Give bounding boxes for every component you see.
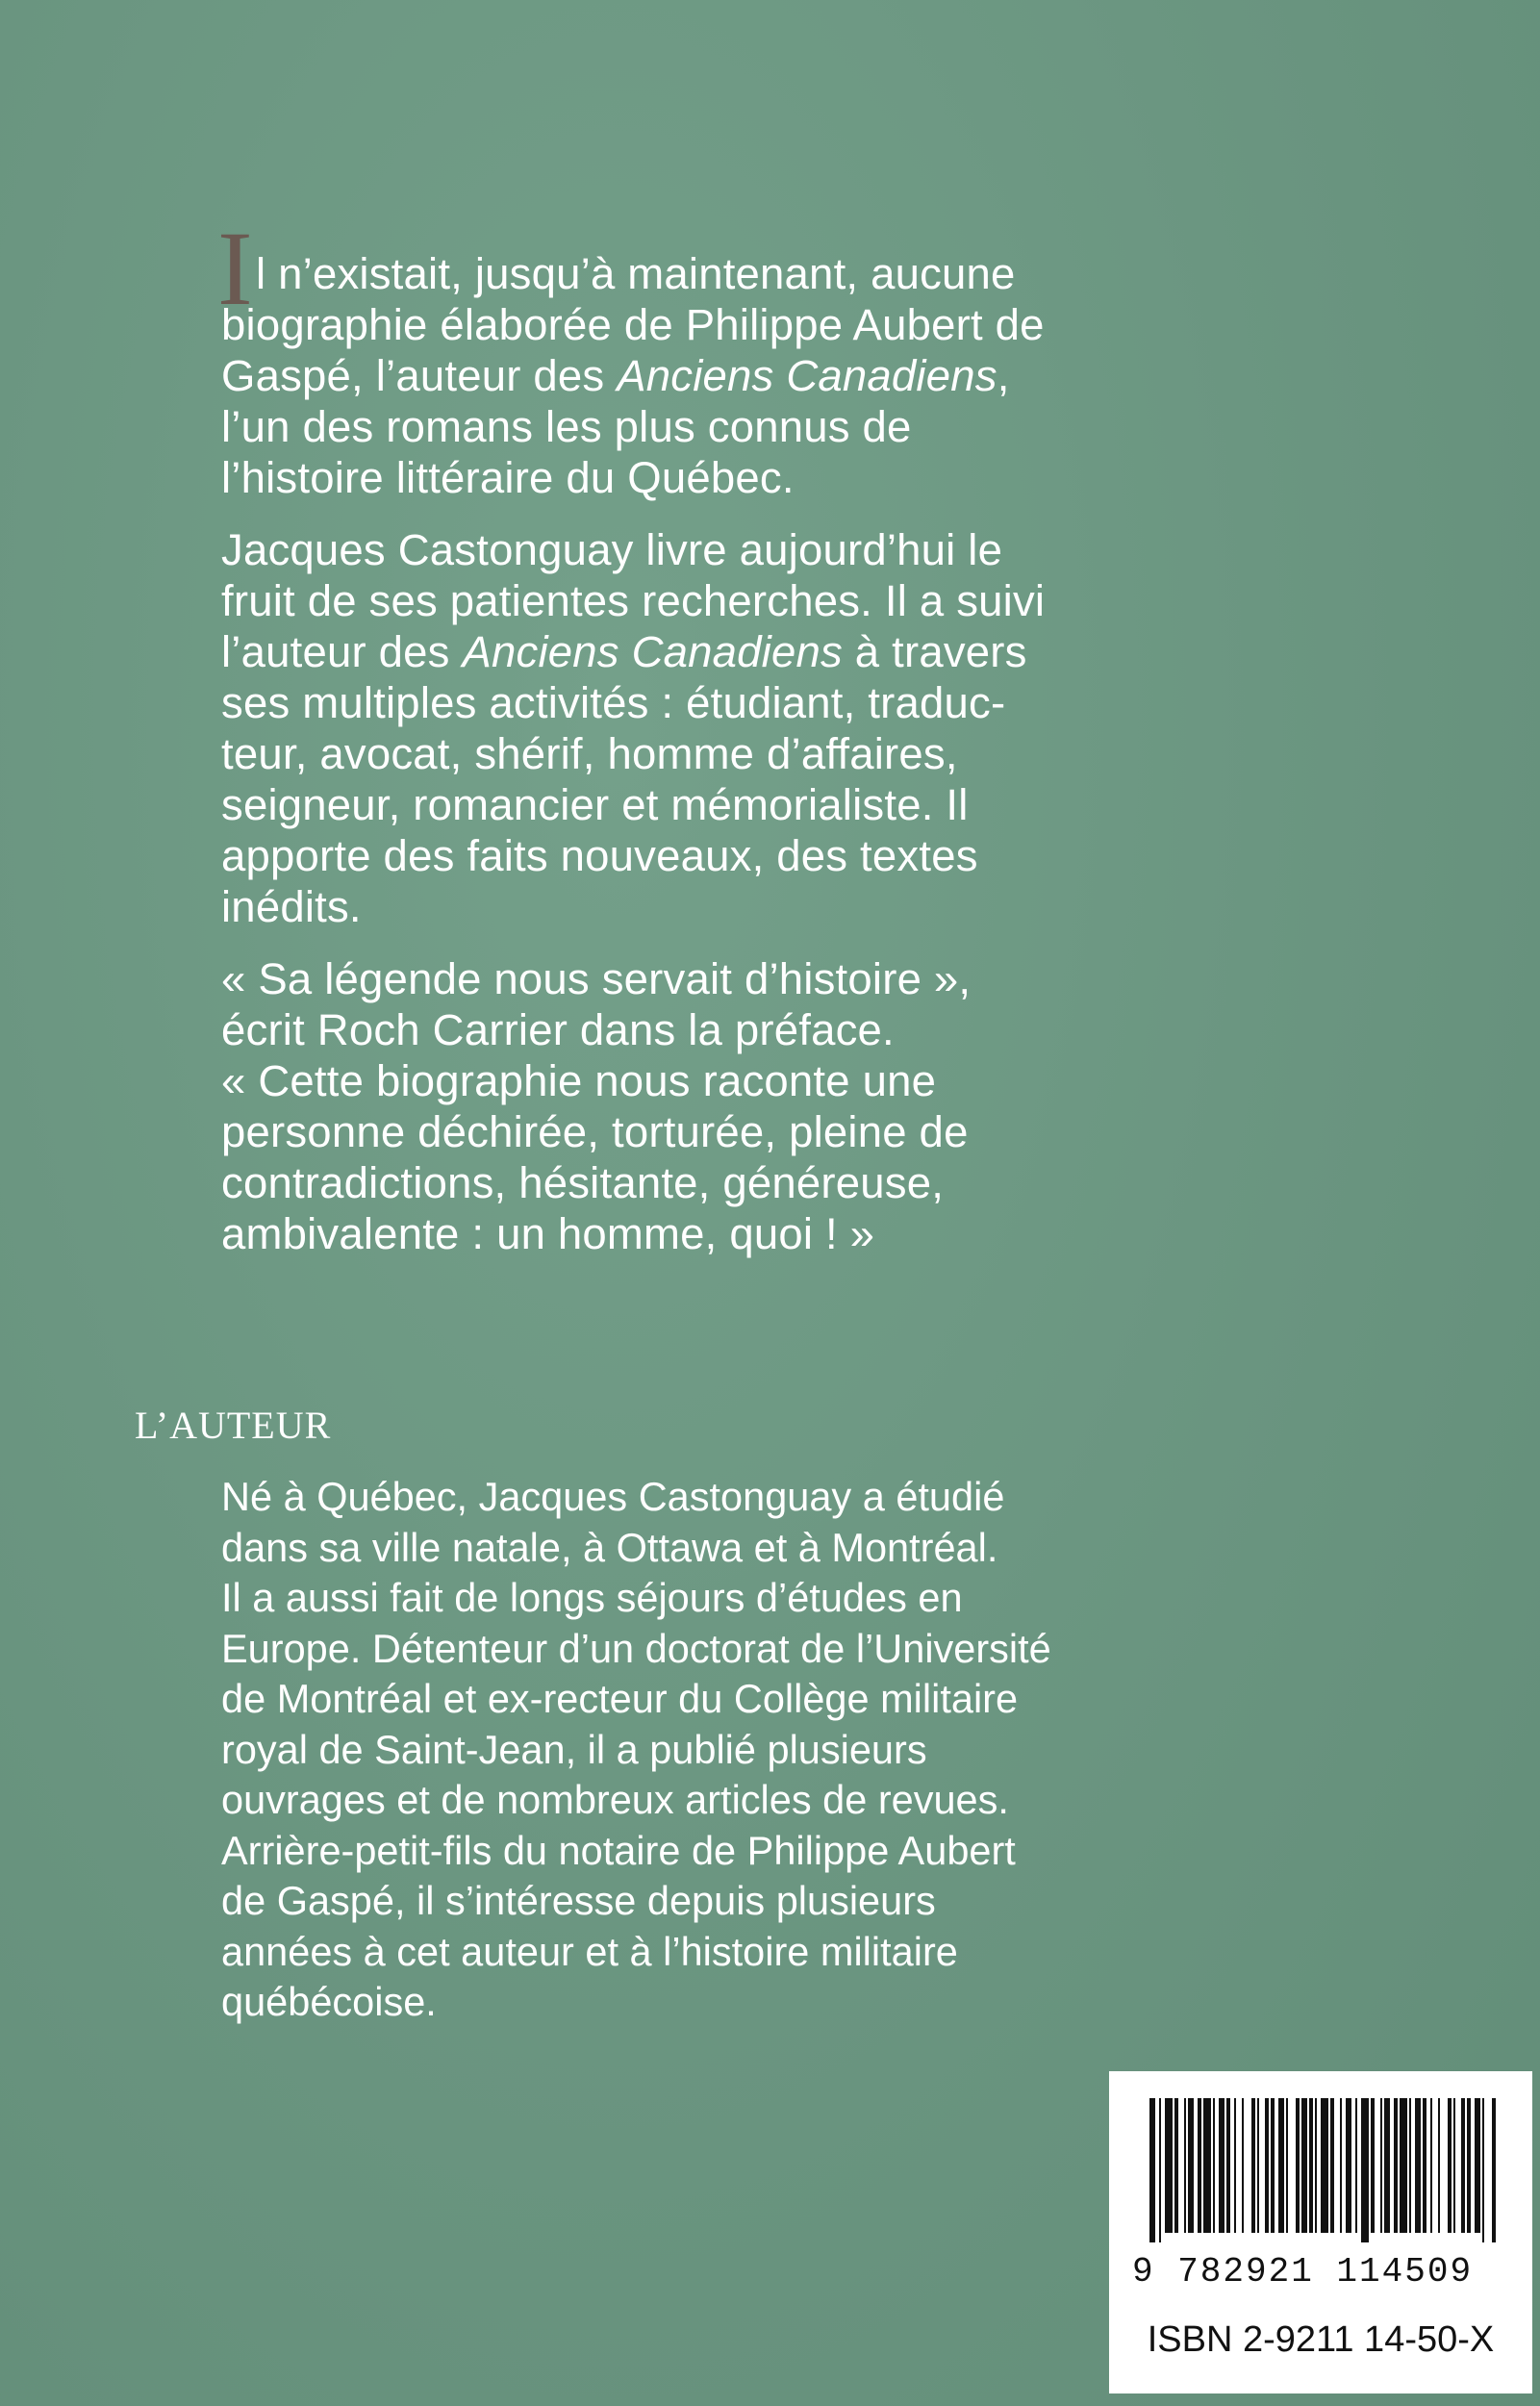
barcode-bar (1203, 2098, 1211, 2233)
barcode-label (1109, 2071, 1532, 2393)
blurb-p1-end: , l’un des romans les plus connus de l’histoire littéraire du Québec. (221, 351, 1010, 502)
author-bio: Né à Québec, Jacques Castonguay a étudié dans sa ville natale, à Ottawa et à Montréal. Il a aussi fait de longs séjours d’études en Europe. Détenteur d’un doctorat de l’Université de Montréal et ex-recteur du Collège militaire royal de Saint-Jean, il a publié plusieurs ouvrages et de nombreux articles de revues. Arrière-petit-fils du notaire de Philippe Aubert de Gaspé, il s’intéresse depuis plusieurs années à cet auteur et à l’histoire militaire québécoise. (221, 1474, 1051, 2024)
barcode-bar (1400, 2098, 1407, 2233)
barcode-bar (1257, 2098, 1259, 2233)
barcode-bar (1265, 2098, 1269, 2233)
barcode-icon (1149, 2098, 1496, 2242)
blurb-p2-start: Jacques Castonguay livre aujourd’hui le fruit de ses patientes recherches. Il a suivi l’auteur des (221, 525, 1046, 676)
barcode-bar (1346, 2098, 1351, 2233)
barcode-bar (1448, 2098, 1452, 2233)
barcode-bar (1355, 2098, 1357, 2233)
barcode-bar (1149, 2098, 1155, 2242)
blurb-p2-book-title: Anciens Canadiens (462, 627, 843, 676)
barcode-bar (1340, 2098, 1342, 2233)
blurb-p1-start: l n’existait, jusqu’à maintenant, aucune biographie élaborée de Philippe Aubert de Gaspé, l’auteur des (221, 249, 1045, 400)
barcode-bar (1271, 2098, 1275, 2233)
barcode-bar (1475, 2098, 1480, 2233)
blurb-paragraph-1 (221, 248, 1299, 503)
barcode-bar (1286, 2098, 1288, 2233)
barcode-bar (1453, 2098, 1455, 2233)
barcode-bar (1371, 2098, 1375, 2233)
barcode-bar (1315, 2098, 1317, 2233)
barcode-bar (1380, 2098, 1382, 2233)
barcode-bar (1482, 2098, 1484, 2242)
barcode-bar (1423, 2098, 1426, 2233)
barcode-bar (1384, 2098, 1390, 2233)
barcode-bar (1226, 2098, 1230, 2233)
barcode-bar (1467, 2098, 1471, 2233)
barcode-bar (1242, 2098, 1244, 2233)
barcode-bar (1184, 2098, 1186, 2233)
blurb-paragraph-2 (221, 524, 1299, 932)
blurb-p1-book-title: Anciens Canadiens (617, 351, 997, 400)
barcode-bar (1361, 2098, 1369, 2242)
barcode-bar (1278, 2098, 1284, 2233)
barcode-bar (1174, 2098, 1178, 2233)
barcode-bar (1409, 2098, 1411, 2233)
author-heading: L’AUTEUR (135, 1404, 332, 1447)
barcode-bar (1330, 2098, 1334, 2233)
barcode-bar (1461, 2098, 1465, 2233)
barcode-bar (1198, 2098, 1201, 2233)
blurb (217, 210, 1299, 1280)
barcode-bar (1394, 2098, 1398, 2233)
barcode-bar (1321, 2098, 1328, 2233)
barcode-bar (1492, 2098, 1496, 2242)
barcode-bar (1309, 2098, 1313, 2233)
barcode-bar (1219, 2098, 1224, 2233)
barcode-bar (1188, 2098, 1194, 2233)
barcode-bar (1301, 2098, 1307, 2233)
barcode-bar (1438, 2098, 1440, 2233)
barcode-bar (1251, 2098, 1255, 2233)
barcode-bar (1415, 2098, 1421, 2233)
isbn-number: ISBN 2-9211 14-50-X (1147, 2319, 1495, 2360)
blurb-p2-end: à travers ses multiples activités : étudiant, traduc- teur, avocat, shérif, homme d’affaires, seigneur, romancier et mémorialiste. Il apporte des faits nouveaux, des textes inédits. (221, 627, 1027, 931)
barcode-bar (1296, 2098, 1300, 2233)
barcode-bar (1430, 2098, 1432, 2233)
drop-cap: I (217, 210, 253, 327)
barcode-bar (1159, 2098, 1161, 2242)
blurb-paragraph-3: « Sa légende nous servait d’histoire », écrit Roch Carrier dans la préface. « Cette biographie nous raconte une personne déchirée, torturée, pleine de contradictions, hésitante, généreuse, ambivalente : un homme, quoi ! » (221, 954, 972, 1258)
barcode-bar (1234, 2098, 1236, 2233)
barcode-digits: 9 782921 114509 (1132, 2252, 1474, 2292)
barcode-bar (1213, 2098, 1215, 2233)
barcode-bar (1165, 2098, 1173, 2233)
